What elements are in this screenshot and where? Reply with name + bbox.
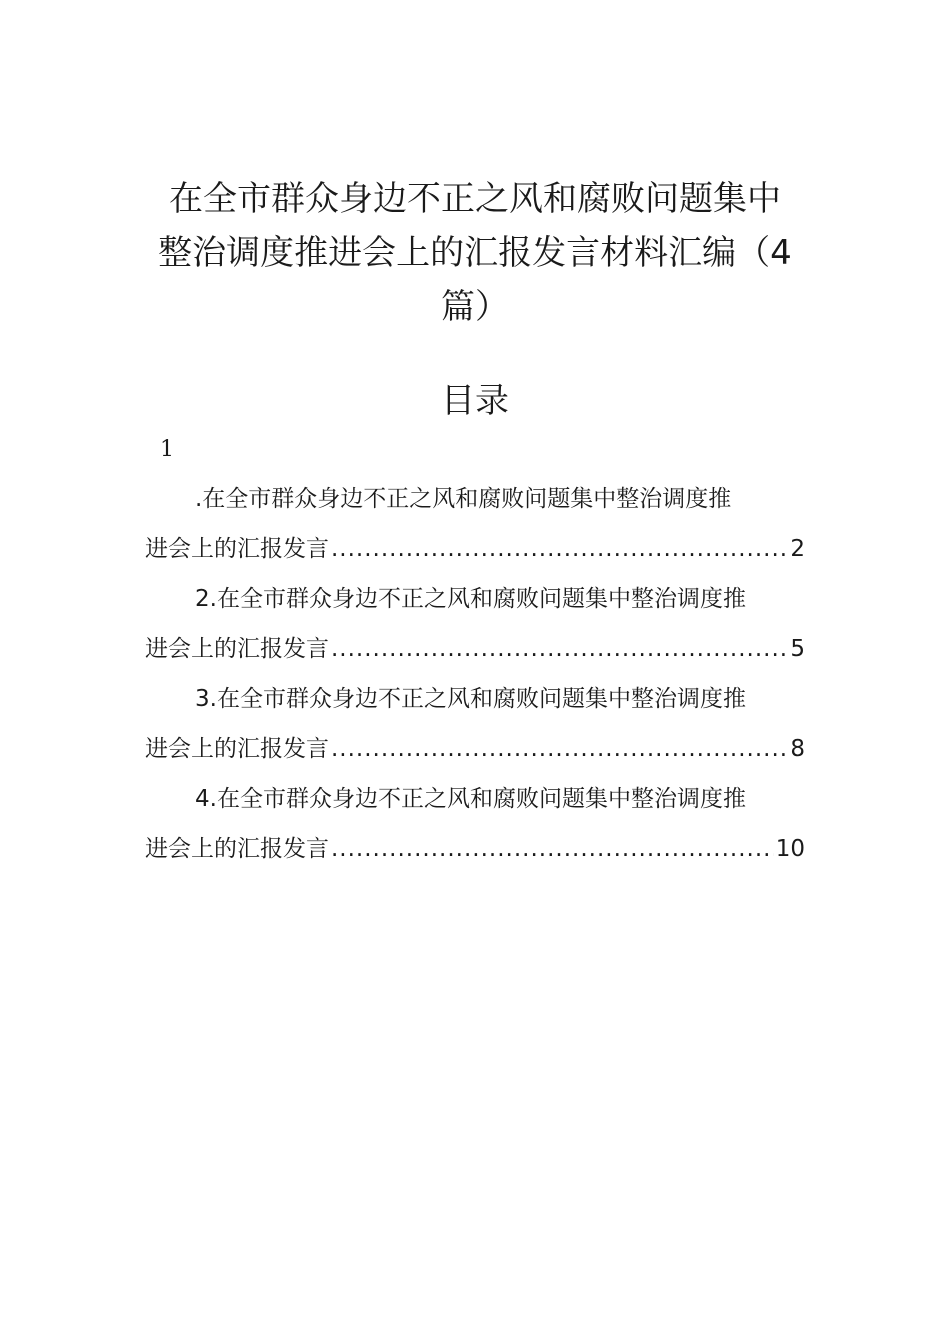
table-of-contents (145, 474, 805, 874)
toc-page-number: 8 (790, 736, 805, 762)
toc-entry-2[interactable] (145, 574, 805, 674)
title-line-1: 在全市群众身边不正之风和腐败问题集中 (169, 179, 781, 219)
toc-entry-title-cont: 进会上的汇报发言 (145, 536, 329, 562)
toc-heading: 目录 (441, 381, 509, 421)
toc-entry-title-cont: 进会上的汇报发言 (145, 636, 329, 662)
document-title (140, 172, 810, 334)
toc-entry-title: 3.在全市群众身边不正之风和腐败问题集中整治调度推 (195, 686, 746, 712)
toc-page-number: 10 (775, 836, 805, 862)
toc-entry-title: 4.在全市群众身边不正之风和腐败问题集中整治调度推 (195, 786, 746, 812)
toc-leader-dots (331, 524, 788, 574)
toc-page-number: 5 (790, 636, 805, 662)
toc-entry-line2 (145, 824, 805, 874)
toc-entry-title: .在全市群众身边不正之风和腐败问题集中整治调度推 (195, 486, 732, 512)
toc-entry-title-cont: 进会上的汇报发言 (145, 836, 329, 862)
title-line-3: 篇） (441, 287, 509, 327)
toc-entry-title: 2.在全市群众身边不正之风和腐败问题集中整治调度推 (195, 586, 746, 612)
toc-entry-line2 (145, 624, 805, 674)
stray-number: 1 (160, 437, 174, 462)
toc-entry-1[interactable] (145, 474, 805, 574)
toc-entry-3[interactable] (145, 674, 805, 774)
toc-leader-dots (331, 624, 788, 674)
toc-entry-4[interactable] (145, 774, 805, 874)
toc-leader-dots (331, 824, 774, 874)
toc-entry-title-cont: 进会上的汇报发言 (145, 736, 329, 762)
toc-page-number: 2 (790, 536, 805, 562)
toc-entry-line2 (145, 524, 805, 574)
toc-leader-dots (331, 724, 788, 774)
title-line-2: 整治调度推进会上的汇报发言材料汇编（4 (158, 233, 792, 273)
toc-entry-line2 (145, 724, 805, 774)
